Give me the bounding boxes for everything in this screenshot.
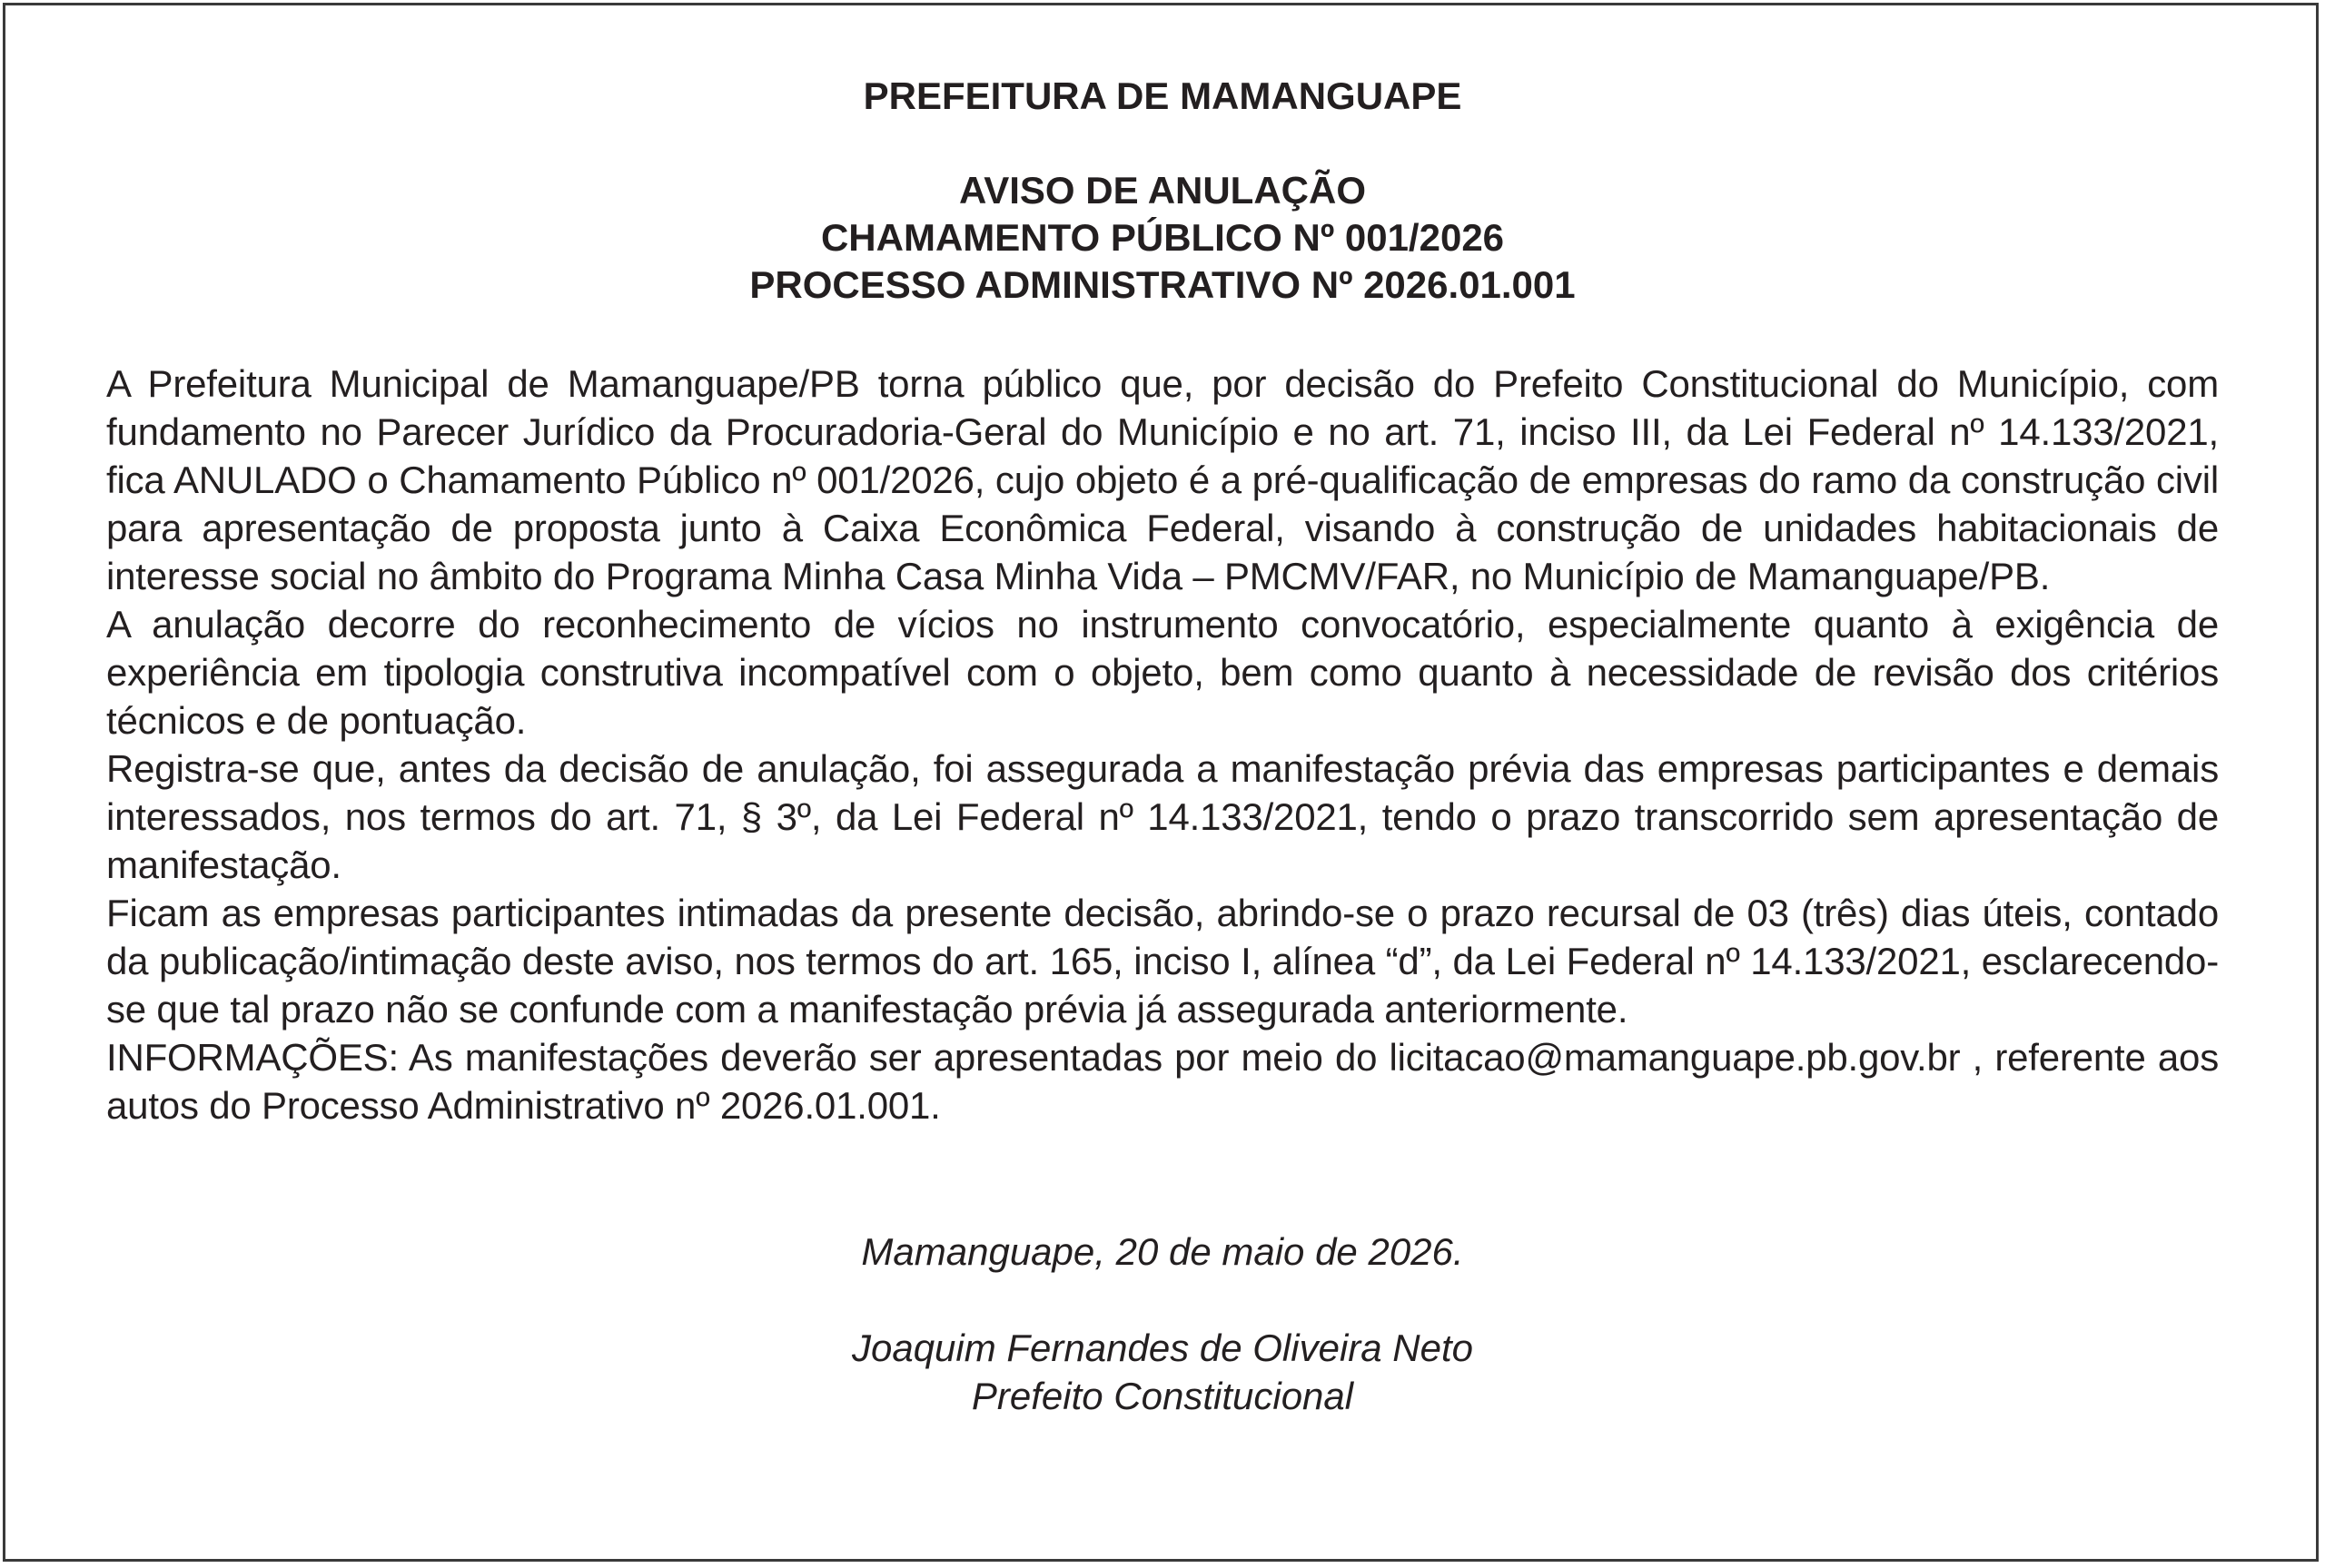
- paragraph-prior-manifestation: Registra-se que, antes da decisão de anulação, foi assegurada a manifestação prévia das empresas participantes e demais interessados, nos termos do art. 71, § 3º, da Lei Federal nº 14.133/2021, tendo o prazo transcorrido sem apresentação de manifestação.: [106, 747, 2219, 886]
- signer-title: Prefeito Constitucional: [971, 1375, 1354, 1417]
- closing: [106, 1228, 2219, 1420]
- process-number: PROCESSO ADMINISTRATIVO Nº 2026.01.001: [749, 263, 1576, 306]
- paragraph-reason: A anulação decorre do reconhecimento de vícios no instrumento convocatório, especialmente quanto à exigência de experiência em tipologia construtiva incompatível com o objeto, bem como quanto à necessidade de revisão dos critérios técnicos e de pontuação.: [106, 603, 2219, 742]
- notice-document: [106, 73, 2219, 1420]
- place-date: Mamanguape, 20 de maio de 2026.: [861, 1230, 1464, 1273]
- notice-title: AVISO DE ANULAÇÃO: [958, 169, 1366, 212]
- paragraph-appeal-period: Ficam as empresas participantes intimadas da presente decisão, abrindo-se o prazo recursal de 03 (três) dias úteis, contado da publicação/intimação deste aviso, nos termos do art. 165, inciso I, alínea “d”, da Lei Federal nº 14.133/2021, esclarecendo-se que tal prazo não se confunde com a manifestação prévia já assegurada anteriormente.: [106, 892, 2219, 1031]
- institution-title: PREFEITURA DE MAMANGUAPE: [863, 74, 1462, 117]
- header: [106, 73, 2219, 309]
- paragraph-information: INFORMAÇÕES: As manifestações deverão ser apresentadas por meio do licitacao@mamanguape.pb.gov.br , referente aos autos do Processo Administrativo nº 2026.01.001.: [106, 1036, 2219, 1127]
- paragraph-annulment: A Prefeitura Municipal de Mamanguape/PB torna público que, por decisão do Prefeito Constitucional do Município, com fundamento no Parecer Jurídico da Procuradoria-Geral do Município e no art. 71, inciso III, da Lei Federal nº 14.133/2021, fica ANULADO o Chamamento Público nº 001/2026, cujo objeto é a pré-qualificação de empresas do ramo da construção civil para apresentação de proposta junto à Caixa Econômica Federal, visando à construção de unidades habitacionais de interesse social no âmbito do Programa Minha Casa Minha Vida – PMCMV/FAR, no Município de Mamanguape/PB.: [106, 362, 2219, 597]
- notice-body: [106, 360, 2219, 1129]
- call-number: CHAMAMENTO PÚBLICO Nº 001/2026: [820, 216, 1505, 259]
- signer-name: Joaquim Fernandes de Oliveira Neto: [851, 1326, 1474, 1369]
